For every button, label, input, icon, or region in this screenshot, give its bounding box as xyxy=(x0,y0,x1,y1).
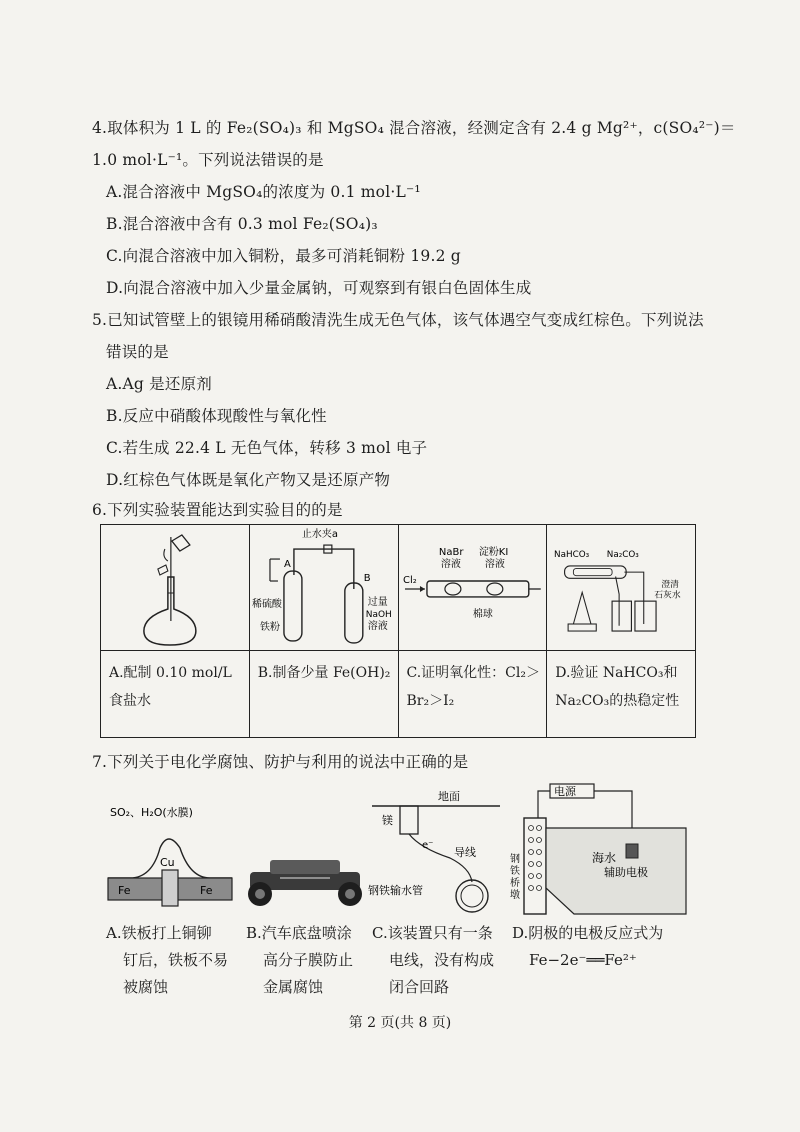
label-excess: 过量 xyxy=(367,596,388,608)
q7-option-b-line3: 金属腐蚀 xyxy=(263,978,324,996)
label-nahco3: NaHCO₃ xyxy=(554,550,590,561)
q7-option-c-line2: 电线，没有构成 xyxy=(389,951,495,969)
halogen-oxidation-figure xyxy=(399,525,547,650)
q6-option-a: A.配制 0.10 mol/L 食盐水 xyxy=(101,651,250,738)
volumetric-flask-figure xyxy=(101,525,249,650)
q7-option-a-line1: A.铁板打上铜铆 xyxy=(106,924,212,942)
q7-figures xyxy=(100,778,696,920)
label-na2co3: Na₂CO₃ xyxy=(607,550,640,561)
q5-stem-line1: 5.已知试管壁上的银镜用稀硝酸清洗生成无色气体，该气体遇空气变成红棕色。下列说法 xyxy=(92,311,704,329)
q5-option-d: D.红棕色气体既是氧化产物又是还原产物 xyxy=(106,471,391,489)
label-fe-left: Fe xyxy=(118,884,131,897)
q6-figure-a-cell xyxy=(101,525,250,651)
q5-option-c: C.若生成 22.4 L 无色气体，转移 3 mol 电子 xyxy=(106,439,428,457)
q6-option-d: D.验证 NaHCO₃和Na₂CO₃的热稳定性 xyxy=(547,651,696,738)
label-ki-solution: 溶液 xyxy=(484,559,505,571)
q6-apparatus-table xyxy=(100,524,696,738)
ferrous-hydroxide-apparatus-figure xyxy=(250,525,398,650)
q7-option-a xyxy=(106,920,228,1001)
q6-option-c: C.证明氧化性：Cl₂＞Br₂＞I₂ xyxy=(398,651,547,738)
label-mg: 镁 xyxy=(382,814,393,827)
q7-option-a-line2: 钉后，铁板不易 xyxy=(123,951,229,969)
q4-option-a: A.混合溶液中 MgSO₄的浓度为 0.1 mol·L⁻¹ xyxy=(106,183,421,201)
q7-option-a-line3: 被腐蚀 xyxy=(123,978,169,996)
label-cotton-ball: 棉球 xyxy=(472,608,493,620)
q5-stem-line2: 错误的是 xyxy=(106,343,169,361)
label-solution: 溶液 xyxy=(367,620,388,632)
label-water-film: SO₂、H₂O(水膜) xyxy=(110,806,193,819)
label-nabr: NaBr xyxy=(438,547,463,559)
q4-stem-line2: 1.0 mol·L⁻¹。下列说法错误的是 xyxy=(92,151,324,169)
q5-option-b: B.反应中硝酸体现酸性与氧化性 xyxy=(106,407,327,425)
q7-option-b-line1: B.汽车底盘喷涂 xyxy=(246,924,352,942)
label-cl2: Cl₂ xyxy=(402,575,417,587)
label-ground: 地面 xyxy=(438,790,460,803)
q4-option-b: B.混合溶液中含有 0.3 mol Fe₂(SO₄)₃ xyxy=(106,215,378,233)
q6-figure-b-cell xyxy=(249,525,398,651)
label-pier-4: 墩 xyxy=(510,890,520,901)
q4-stem-line1: 4.取体积为 1 L 的 Fe₂(SO₄)₃ 和 MgSO₄ 混合溶液，经测定含有 2.4 g Mg²⁺，c(SO₄²⁻)＝ xyxy=(92,119,736,137)
label-steel-pipe: 钢铁输水管 xyxy=(368,884,423,897)
q6-figure-d-cell xyxy=(547,525,696,651)
label-fe-right: Fe xyxy=(200,884,213,897)
label-pier-3: 桥 xyxy=(510,878,520,889)
q7-stem: 7.下列关于电化学腐蚀、防护与利用的说法中正确的是 xyxy=(92,753,469,771)
q4-option-d: D.向混合溶液中加入少量金属钠，可观察到有银白色固体生成 xyxy=(106,279,532,297)
q6-figure-c-cell xyxy=(398,525,547,651)
label-pier-1: 钢 xyxy=(510,854,520,865)
label-iron-powder: 铁粉 xyxy=(259,621,280,633)
q5-option-a: A.Ag 是还原剂 xyxy=(106,375,212,393)
label-power-source: 电源 xyxy=(554,785,576,798)
label-starch-ki: 淀粉KI xyxy=(478,547,508,559)
q7-option-c-line3: 闭合回路 xyxy=(389,978,450,996)
page-footer: 第 2 页(共 8 页) xyxy=(348,1015,452,1031)
q7-option-b xyxy=(246,920,353,1001)
label-tube-b: B xyxy=(363,573,371,585)
q6-stem: 6.下列实验装置能达到实验目的的是 xyxy=(92,501,343,519)
label-wire: 导线 xyxy=(454,846,476,859)
label-clip-a: 止水夹a xyxy=(301,529,338,541)
q7-option-d xyxy=(512,920,663,974)
label-cu: Cu xyxy=(160,856,175,869)
q7-option-d-line2: Fe−2e⁻══Fe²⁺ xyxy=(529,951,637,969)
label-tube-a: A xyxy=(283,559,291,571)
q4-option-c: C.向混合溶液中加入铜粉，最多可消耗铜粉 19.2 g xyxy=(106,247,461,265)
label-electron: e⁻ xyxy=(422,840,434,851)
label-pier-2: 铁 xyxy=(510,866,520,877)
q7-option-b-line2: 高分子膜防止 xyxy=(263,951,354,969)
thermal-stability-figure xyxy=(547,525,695,650)
q7-option-c-line1: C.该装置只有一条 xyxy=(372,924,493,942)
q7-option-c xyxy=(372,920,494,1001)
label-nabr-solution: 溶液 xyxy=(440,559,461,571)
q6-option-b: B.制备少量 Fe(OH)₂ xyxy=(249,651,398,738)
label-seawater: 海水 xyxy=(592,851,617,865)
label-naoh: NaOH xyxy=(365,609,392,620)
label-aux-electrode: 辅助电极 xyxy=(604,866,648,879)
label-limewater: 石灰水 xyxy=(654,590,681,601)
q7-option-d-line1: D.阴极的电极反应式为 xyxy=(512,924,664,942)
label-dilute-sulfuric-acid: 稀硫酸 xyxy=(251,598,282,610)
car-chassis-picture xyxy=(248,860,362,906)
label-clear: 澄清 xyxy=(661,580,680,591)
